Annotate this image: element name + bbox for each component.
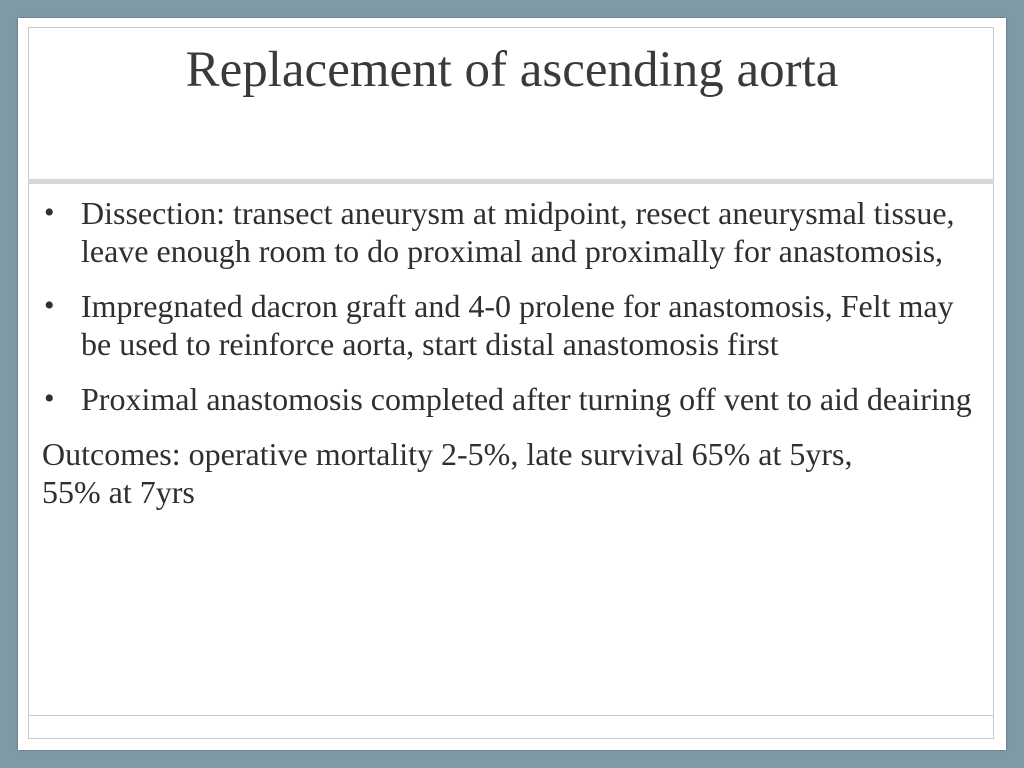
bullet-text: Proximal anastomosis completed after turning off vent to aid deairing xyxy=(81,381,972,417)
title-divider xyxy=(28,179,994,184)
bullet-icon: • xyxy=(44,289,55,322)
bullet-text: Dissection: transect aneurysm at midpoint, resect aneurysmal tissue, leave enough room to do proximal and proximally for anastomosis, xyxy=(81,195,955,269)
bullet-icon: • xyxy=(44,382,55,415)
bullet-list xyxy=(42,194,984,418)
bullet-icon: • xyxy=(44,196,55,229)
slide-title: Replacement of ascending aorta xyxy=(185,42,839,98)
bullet-item-graft xyxy=(42,287,984,363)
bullet-item-proximal-anastomosis xyxy=(42,380,984,418)
slide-content xyxy=(42,194,984,511)
footer-divider xyxy=(28,715,994,716)
outcomes-text: Outcomes: operative mortality 2-5%, late survival 65% at 5yrs, 55% at 7yrs xyxy=(42,436,853,510)
bullet-item-dissection xyxy=(42,194,984,270)
bullet-text: Impregnated dacron graft and 4-0 prolene for anastomosis, Felt may be used to reinforce aorta, start distal anastomosis first xyxy=(81,288,954,362)
slide xyxy=(18,18,1006,750)
